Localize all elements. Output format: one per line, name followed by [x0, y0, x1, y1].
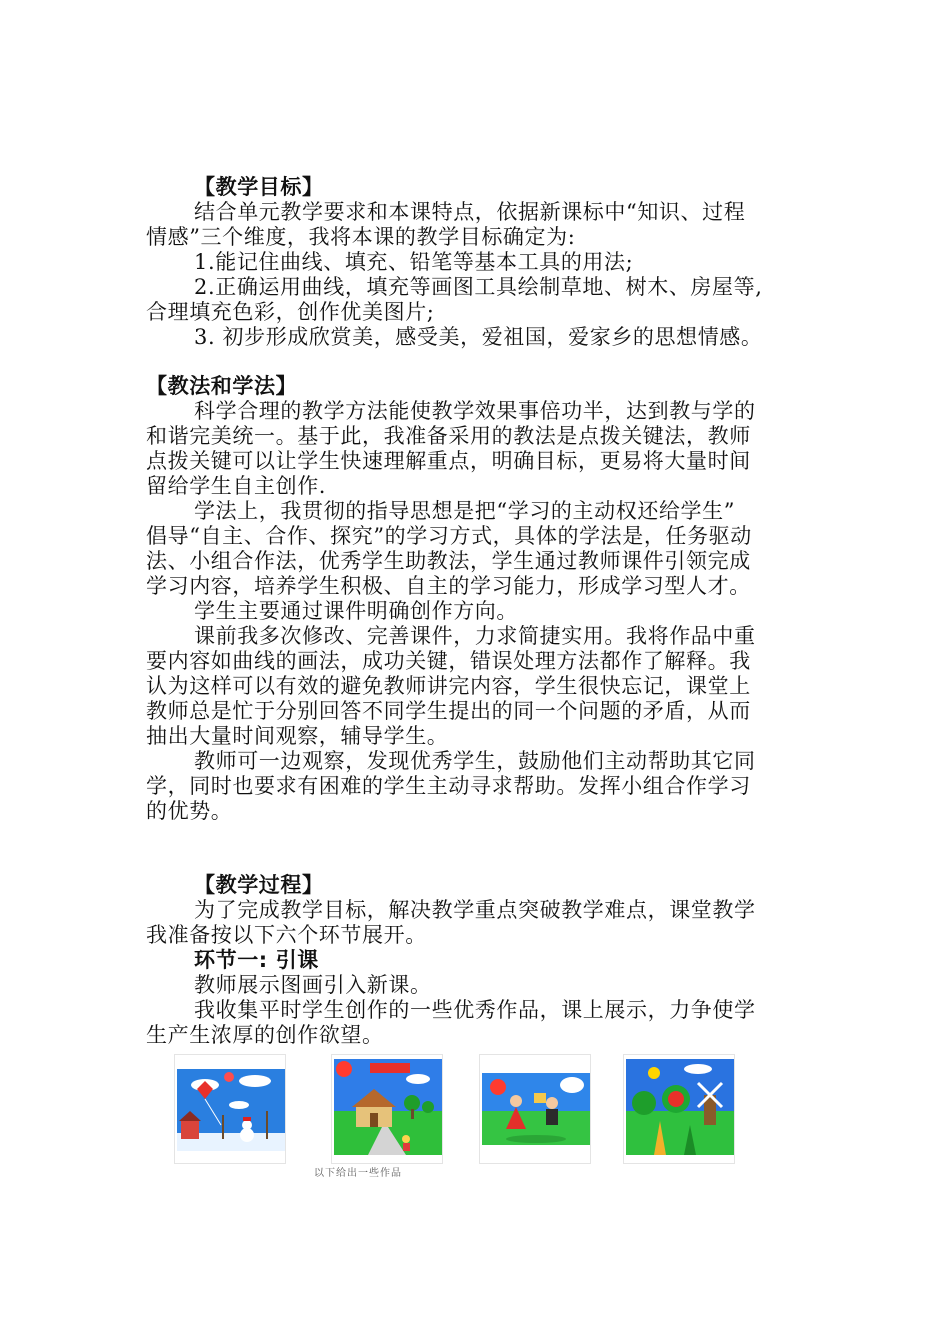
paragraph-line: 抽出大量时间观察，辅导学生。: [146, 724, 449, 748]
paragraph-line: 情感”三个维度，我将本课的教学目标确定为:: [146, 225, 576, 249]
heading-teaching-process: 【教学过程】: [194, 873, 324, 897]
paragraph-line: 学法上，我贯彻的指导思想是把“学习的主动权还给学生”: [194, 499, 736, 523]
heading-methods: 【教法和学法】: [146, 374, 298, 398]
paragraph-line: 点拨关键可以让学生快速理解重点，明确目标，更易将大量时间: [146, 449, 751, 473]
paragraph-line: 课前我多次修改、完善课件，力求简捷实用。我将作品中重: [194, 624, 756, 648]
paragraph-line: 和谐完美统一。基于此，我准备采用的教法是点拨关键法，教师: [146, 424, 751, 448]
drawing-house-path: [331, 1054, 443, 1164]
paragraph-line: 倡导“自主、合作、探究”的学习方式，具体的学法是，任务驱动: [146, 524, 752, 548]
paragraph-line: 法、小组合作法，优秀学生助教法，学生通过教师课件引领完成: [146, 549, 751, 573]
paragraph-line: 科学合理的教学方法能使教学效果事倍功半，达到教与学的: [194, 399, 756, 423]
paragraph-line: 1.能记住曲线、填充、铅笔等基本工具的用法;: [194, 250, 634, 274]
paragraph-line: 2.正确运用曲线，填充等画图工具绘制草地、树木、房屋等,: [194, 275, 763, 299]
paragraph-line: 要内容如曲线的画法，成功关键，错误处理方法都作了解释。我: [146, 649, 751, 673]
drawing-children-playing: [479, 1054, 591, 1164]
paragraph-line: 留给学生自主创作.: [146, 474, 327, 498]
paragraph-line: 合理填充色彩，创作优美图片;: [146, 300, 435, 324]
drawing-windmill-trees: [623, 1054, 735, 1164]
paragraph-line: 教师总是忙于分别回答不同学生提出的同一个问题的矛盾，从而: [146, 699, 751, 723]
paragraph-line: 学，同时也要求有困难的学生主动寻求帮助。发挥小组合作学习: [146, 774, 751, 798]
paragraph-line: 教师展示图画引入新课。: [194, 973, 432, 997]
drawing-kite-snowman: [174, 1054, 286, 1164]
paragraph-line: 3. 初步形成欣赏美，感受美，爱祖国，爱家乡的思想情感。: [194, 325, 763, 349]
paragraph-line: 学习内容，培养学生积极、自主的学习能力，形成学习型人才。: [146, 574, 751, 598]
paragraph-line: 我收集平时学生创作的一些优秀作品，课上展示，力争使学: [194, 998, 756, 1022]
paragraph-line: 生产生浓厚的创作欲望。: [146, 1023, 384, 1047]
paragraph-line: 教师可一边观察，发现优秀学生，鼓励他们主动帮助其它同: [194, 749, 756, 773]
paragraph-line: 的优势。: [146, 799, 233, 823]
paragraph-line: 认为这样可以有效的避免教师讲完内容，学生很快忘记，课堂上: [146, 674, 751, 698]
heading-teaching-goals: 【教学目标】: [194, 175, 324, 199]
paragraph-line: 学生主要通过课件明确创作方向。: [194, 599, 518, 623]
paragraph-line: 我准备按以下六个环节展开。: [146, 923, 427, 947]
paragraph-line: 为了完成教学目标，解决教学重点突破教学难点，课堂教学: [194, 898, 756, 922]
paragraph-line: 结合单元教学要求和本课特点，依据新课标中“知识、过程: [194, 200, 746, 224]
step-heading: 环节一: 引课: [194, 948, 319, 972]
image-caption: 以下给出一些作品: [314, 1168, 402, 1179]
